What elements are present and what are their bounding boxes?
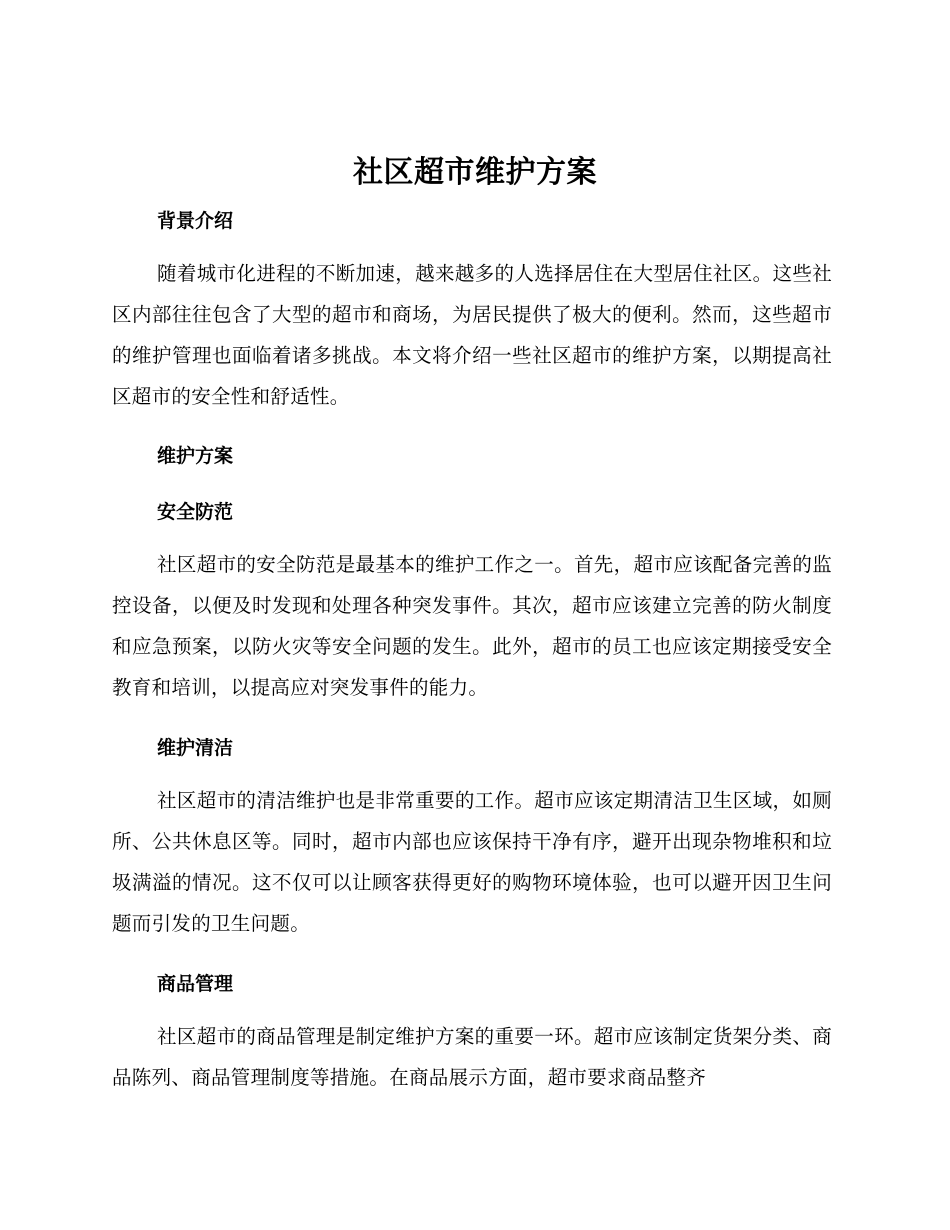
section-body-goods-management: 社区超市的商品管理是制定维护方案的重要一环。超市应该制定货架分类、商品陈列、商品管理制度等措施。在商品展示方面，超市要求商品整齐 — [112, 1025, 832, 1089]
section-heading-goods-management: 商品管理 — [157, 973, 234, 995]
section-body-safety: 社区超市的安全防范是最基本的维护工作之一。首先，超市应该配备完善的监控设备，以便及时发现和处理各种突发事件。其次，超市应该建立完善的防火制度和应急预案，以防火灾等安全问题的发生。此外，超市的员工也应该定期接受安全教育和培训，以提高应对突发事件的能力。 — [112, 553, 832, 699]
section-heading-cleaning: 维护清洁 — [157, 737, 234, 759]
section-heading-background: 背景介绍 — [157, 210, 234, 232]
section-body-cleaning: 社区超市的清洁维护也是非常重要的工作。超市应该定期清洁卫生区域，如厕所、公共休息区等。同时，超市内部也应该保持干净有序，避开出现杂物堆积和垃圾满溢的情况。这不仅可以让顾客获得更好的购物环境体验，也可以避开因卫生问题而引发的卫生问题。 — [112, 789, 832, 935]
section-body-background: 随着城市化进程的不断加速，越来越多的人选择居住在大型居住社区。这些社区内部往往包含了大型的超市和商场，为居民提供了极大的便利。然而，这些超市的维护管理也面临着诸多挑战。本文将介绍一些社区超市的维护方案，以期提高社区超市的安全性和舒适性。 — [112, 262, 832, 408]
section-heading-safety: 安全防范 — [157, 501, 234, 523]
document-title: 社区超市维护方案 — [353, 155, 597, 190]
section-heading-maintenance-plan: 维护方案 — [157, 445, 234, 467]
